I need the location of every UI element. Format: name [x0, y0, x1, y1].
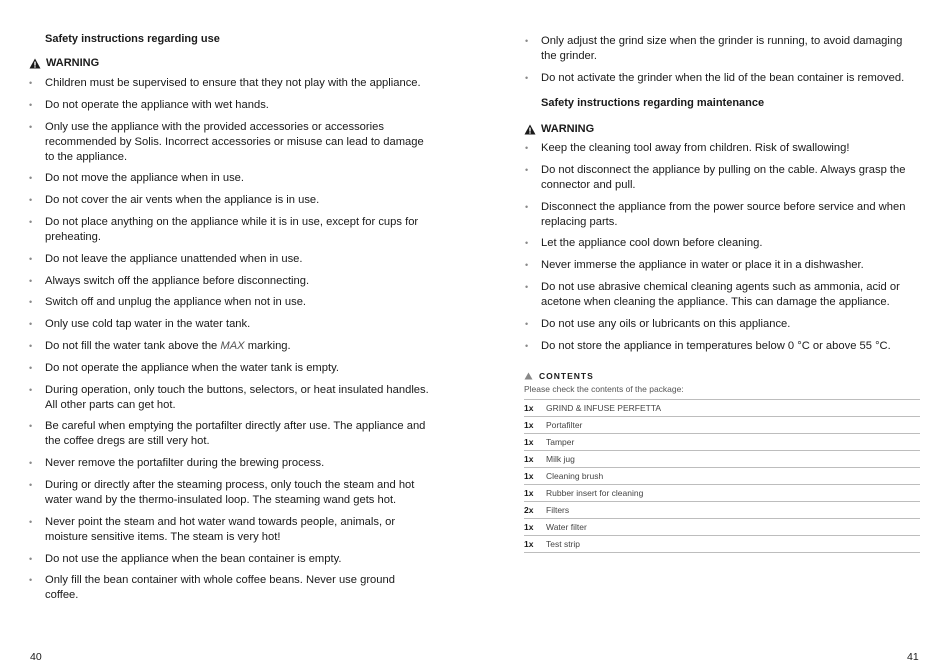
table-row — [524, 536, 920, 553]
use-warning-label — [29, 57, 99, 69]
contents-title — [524, 371, 594, 381]
warning-triangle-icon — [29, 58, 41, 69]
page-number-left: 40 — [30, 651, 42, 663]
contents-title-text: CONTENTS — [539, 371, 594, 381]
item-quantity: 1x — [524, 400, 546, 417]
item-quantity: 1x — [524, 417, 546, 434]
list-item: • Only use cold tap water in the water tank. — [45, 317, 430, 332]
list-item: • Do not cover the air vents when the appliance is in use. — [45, 193, 430, 208]
warning-triangle-icon — [524, 124, 536, 135]
page-number-right: 41 — [907, 651, 919, 663]
item-name: Test strip — [546, 536, 920, 553]
list-item: • Never immerse the appliance in water or place it in a dishwasher. — [541, 258, 916, 273]
maintenance-safety-heading: Safety instructions regarding maintenance — [541, 97, 765, 109]
use-safety-heading: Safety instructions regarding use — [45, 33, 220, 45]
item-name: Tamper — [546, 434, 920, 451]
warning-text: WARNING — [541, 123, 595, 135]
list-item: • During or directly after the steaming process, only touch the steam and hot water wand by the thermo-insulated loop. The steaming wand gets hot. — [45, 478, 430, 508]
item-name: Water filter — [546, 519, 920, 536]
table-row — [524, 434, 920, 451]
table-row — [524, 400, 920, 417]
contents-table — [524, 399, 920, 553]
item-name: Cleaning brush — [546, 468, 920, 485]
warning-text: WARNING — [46, 57, 100, 69]
item-quantity: 1x — [524, 536, 546, 553]
contents-subtitle: Please check the contents of the package: — [524, 384, 684, 394]
list-item: • Do not leave the appliance unattended when in use. — [45, 252, 430, 267]
item-name: Rubber insert for cleaning — [546, 485, 920, 502]
maintenance-warning-label — [524, 123, 594, 135]
item-quantity: 1x — [524, 519, 546, 536]
contents-triangle-icon — [524, 372, 533, 380]
list-item: • Do not place anything on the appliance while it is in use, except for cups for preheating. — [45, 215, 430, 245]
list-item: • Do not disconnect the appliance by pulling on the cable. Always grasp the connector and pull. — [541, 163, 916, 193]
table-row — [524, 451, 920, 468]
list-item: • Never remove the portafilter during the brewing process. — [45, 456, 430, 471]
list-item: • Do not operate the appliance when the water tank is empty. — [45, 361, 430, 376]
item-name: GRIND & INFUSE PERFETTA — [546, 400, 920, 417]
list-item: • Switch off and unplug the appliance when not in use. — [45, 295, 430, 310]
item-name: Milk jug — [546, 451, 920, 468]
list-item: • Do not activate the grinder when the lid of the bean container is removed. — [541, 71, 916, 86]
item-name: Filters — [546, 502, 920, 519]
list-item: • Do not use the appliance when the bean container is empty. — [45, 552, 430, 567]
list-item: • Do not operate the appliance with wet hands. — [45, 98, 430, 113]
item-quantity: 2x — [524, 502, 546, 519]
item-quantity: 1x — [524, 485, 546, 502]
list-item: • Do not store the appliance in temperatures below 0 °C or above 55 °C. — [541, 339, 916, 354]
right-page — [475, 0, 950, 663]
grinder-safety-list — [541, 34, 916, 93]
list-item: • During operation, only touch the buttons, selectors, or heat insulated handles. All other parts can get hot. — [45, 383, 430, 413]
list-item: • Only use the appliance with the provided accessories or accessories recommended by Solis. Incorrect accessories or misuse can lead to damage to the appliance. — [45, 120, 430, 165]
item-quantity: 1x — [524, 451, 546, 468]
table-row — [524, 485, 920, 502]
list-item: • Do not use abrasive chemical cleaning agents such as ammonia, acid or acetone when cleaning the appliance. This can damage the appliance. — [541, 280, 916, 310]
list-item: • Do not fill the water tank above the MAX marking. — [45, 339, 430, 354]
list-item: • Let the appliance cool down before cleaning. — [541, 236, 916, 251]
item-name: Portafilter — [546, 417, 920, 434]
table-row — [524, 417, 920, 434]
table-row — [524, 502, 920, 519]
list-item: • Do not use any oils or lubricants on this appliance. — [541, 317, 916, 332]
maintenance-safety-list — [541, 141, 916, 360]
list-item: • Children must be supervised to ensure that they not play with the appliance. — [45, 76, 430, 91]
use-safety-list — [45, 76, 430, 610]
list-item: • Only fill the bean container with whole coffee beans. Never use ground coffee. — [45, 573, 430, 603]
list-item: • Disconnect the appliance from the power source before service and when replacing parts. — [541, 200, 916, 230]
item-quantity: 1x — [524, 434, 546, 451]
list-item: • Only adjust the grind size when the grinder is running, to avoid damaging the grinder. — [541, 34, 916, 64]
list-item: • Always switch off the appliance before disconnecting. — [45, 274, 430, 289]
list-item: • Never point the steam and hot water wand towards people, animals, or moisture sensitive items. The steam is very hot! — [45, 515, 430, 545]
table-row — [524, 468, 920, 485]
item-quantity: 1x — [524, 468, 546, 485]
table-row — [524, 519, 920, 536]
list-item: • Keep the cleaning tool away from children. Risk of swallowing! — [541, 141, 916, 156]
list-item: • Be careful when emptying the portafilter directly after use. The appliance and the coffee dregs are still very hot. — [45, 419, 430, 449]
list-item: • Do not move the appliance when in use. — [45, 171, 430, 186]
